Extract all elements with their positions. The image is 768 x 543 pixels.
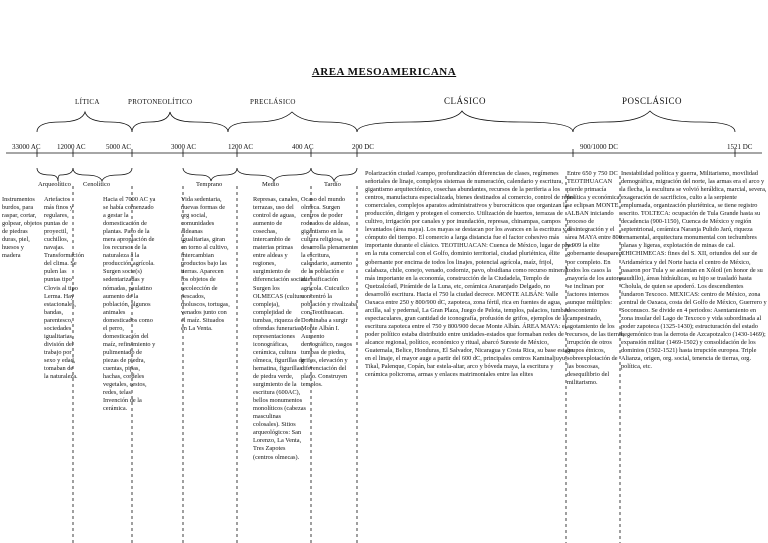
date-3000ac: 3000 AC [171,143,197,151]
brace-litica [37,112,132,132]
subperiod-medio: Medio [262,181,279,188]
column-temprano-text: Vida sedentaria, nuevas formas de org social, comunidades aldeanas igualitarias, giran en torno al cultivo, intercambian productos bajo las tierras. Aparecen los objetos de recolección de pescados, moluscos, tortugas, venados junto con el maíz. Situados en La Venta. [181,196,230,332]
column-epiclasico [567,170,625,542]
date-200dc: 200 DC [352,143,374,151]
date-400ac: 400 AC [292,143,314,151]
date-1521dc: 1521 DC [727,143,753,151]
subperiod-tardio: Tardío [324,181,341,188]
brace-medio [237,168,311,181]
date-5000ac: 5000 AC [106,143,132,151]
date-12000ac: 12000 AC [57,143,86,151]
column-tardio-text: Ocaso del mundo olmeca. Surgen centros de poder rodeados de aldeas, gigantismo en la cultura religiosa, se desarrolla plenamente la escritura, calendario, aumento de la población e intensificación agrícola. Cuicuilco concentró la población y rivalizaba con Teotihuacan. Dominaba a surgir Monte Albán I. Aumento demográfico, rasgos tumbas de piedra, grifos, elevación y diferenciación del plano. Construyen templos. [301,196,357,389]
column-cenolitico [44,196,84,541]
column-arqueolitico [2,196,42,541]
period-posclasico: POSCLÁSICO [622,96,683,106]
column-protoneolitico-text: Hacia el 7000 AC ya se había comenzado a gestar la domesticación de plantas. Paso de la mera apropiación de los recursos de la naturaleza a la producción agrícola. Surgen socie(s) sedentarizadas y nómadas, paulatino aumento de la población, algunos animales domesticados como el perro, domesticación del maíz, refinamiento y pulimentado de piezas de piedra, cuentas, pipas, hachas, cordeles vegetales, cestos, redes, telas. Invención de la cerámica. [103,196,156,413]
subperiod-arqueolitico: Arqueolítico [38,181,71,188]
column-medio [253,196,307,541]
brace-preclasico [228,112,357,132]
column-posclasico-text: Inestabilidad política y guerra, Militarismo, movilidad demográfica, migración del norte, las armas era el arco y la flecha, la escultura se volvió heráldica, marcial, severa, exageración de sacrificios, culto a la serpiente emplumada, organización pluriétnica, se tiene registro escrito. TOLTECA: ocupación de Tula Grande hasta su decadencia (900-1150), Cuenca de México y región septentrional, cerámica Naranja Pulido Jarú, riqueza ornamental, arquitectura monumental con techumbres planas y ligeras, explotación de minas de cal. CHICHIMECAS: fines del S. XII, oriundos del sur de Aridamérica y del Norte hacia el centro de México, pasaron por Tula y se asientan en Xólotl (en honor de su caudillo), áreas hidráulicas, su hijo se trasladó hasta Cholula, de quien se apoderó. Los descendientes fundaron Texcoco. MEXICAS: centro de México, zona central de Oaxaca, costa del Golfo de México, Guerrero y Soconusco. Se divide en 4 periodos: Asentamiento en zona insular del Lago de Texcoco y vida subordinada al poder zapoteca (1325-1430); estructuración del estado hegemónico tras la derrota de Azcapotzalco (1430-1469); expansión militar (1469-1502) y consolidación de los dominios (1502-1521) hasta irrupción europea. Triple Alianza, origen, org. social, tenencia de tierras, org. política, etc. [621,170,767,371]
column-epiclasico-text: Entre 650 y 750 DC TEOTIHUACAN pierde primacía política y económica, se eclipsan MONTE ALBAN iniciando proceso de desintegración y el área MAYA entre 800 y 909 la elite gobernante desaparece por completo. En todos los casos la mayoría de los autores se inclinan por factores internos aunque múltiples: descontento campesinado, agotamiento de los recursos, de las tierras, irrupción de otros grupos étnicos, sobreexplotación de las boscosas, desequilibrio del militarismo. [567,170,625,387]
column-posclasico [621,170,767,542]
brace-cenolitico [73,168,132,181]
column-tardio [301,196,357,541]
column-medio-text: Represas, canales, terrazas, uso del control de aguas, aumento de cosechas, intercambio de materias primas entre aldeas y regiones, surgimiento de diferenciación social. Surgen los OLMECAS (cultura compleja), complejidad de tumbas, riqueza de ofrendas funerarias, representaciones iconográficas, cerámica, cultura olmeca, figurillas de hematina, figurillas de piedra verde, surgimiento de la escritura (600AC), bellos monumentos monolíticos (cabezas masculinas colosales). Sitios arqueológicos: San Lorenzo, La Venta, Tres Zapotes (centros olmecas). [253,196,307,461]
brace-arqueolitico [37,168,58,181]
period-clasico: CLÁSICO [444,96,487,106]
brace-protoneolitico [132,112,228,132]
brace-posclasico [573,111,735,132]
column-protoneolitico [103,196,157,541]
brace-tardio [311,168,357,181]
column-clasico [365,170,575,542]
period-protoneolitico: PROTONEOLÍTICO [128,98,193,106]
date-900-1000dc: 900/1000 DC [580,143,618,151]
page-title: AREA MESOAMERICANA [311,66,457,78]
brace-clasico [357,111,573,132]
column-clasico-text: Polarización ciudad /campo, profundización diferencias de clases, regímenes señoriales de linaje, complejos sistemas de numeración, calendario y escritura, gigantismo arquitectónico, cosechas abundantes, recursos de la periferia a los centros, manufactura especializada, bienes destinados al comercio, control de redes comerciales, complejos aparatos administrativos y burocráticos que organizan la producción, dirigen y protegen el comercio. Utilización de huertos, terrazas de cultivo, irrigación por canales y por inundación, represas, chinampas, campos levantados (área maya). Los mayas se destacan por los avances en la escritura y el cómputo del tiempo. El comercio a larga distancia fue el factor cohesivo más importante durante el clásico. TEOTIHUACAN: Cuenca de México, lugar de paso en la ruta comercial con el Golfo, dominio territorial, ciudad pluriétnica, élite gobernante por encima de todos los linajes, potencial agrícola, maíz, frijol, calabaza, chile, conejo, venado, codorniz, pavo, obsidiana como recurso mineral más importante en la economía, construcción de la Ciudadela, Templo de Quetzalcóatl, Pirámide de la Luna, etc, cerámica Anaranjado Delgado, no desarrolló escritura. Hacia el 750 la ciudad decrece. MONTE ALBÁN: Valle Oaxaca entre 250 y 800/900 dC, zapoteca, zona fértil, rica en fuentes de agua, arcilla, sal y pedernal, La Gran Plaza, Juego de Pelota, templos, palacios, tumbas espectaculares, gran cantidad de iconografía, profusión de grifos, ejemplos de la escritura zapoteca entre el 750 y 800/900 decae Monte Albán. ÁREA MAYA: el poder político estaba distribuido entre unidades-estados que formaban redes de alcance regional, político, económico y ritual, abarcó Sureste de México, Guatemala, Belice, Honduras, El Salvador, Nicaragua y Costa Rica, su base estaba en el linaje, el mayor auge a partir del 600 dC, principales centros Kaminaljuyu, Tikal, Palenque, Copán, bar estela-altar, arco y bóveda maya, la escritura y cerámica policroma, armas y enlaces matrimoniales entre las elites [365,170,575,379]
brace-temprano [183,168,237,181]
column-arqueolitico-text: Instrumentos burdos, para raspar, cortar, golpear, objetos de piedras duras, piel, huesos y madera [2,196,42,260]
column-cenolitico-text: Artefactos más finos y regulares, puntas de proyectil, cuchillos, navajas. Transformación del clima. Se pulen las puntas tipo Clovis al tipo Lerma. Hay estacionales, bandas, parentesco, sociedades igualitarias, división del trabajo por sexo y edad, tomaban de la naturaleza. [44,196,84,381]
period-litica: LÍTICA [75,98,100,106]
period-preclasico: PRECLÁSICO [250,98,296,106]
date-1200ac: 1200 AC [228,143,254,151]
subperiod-temprano: Temprano [196,181,223,188]
date-33000ac: 33000 AC [12,143,41,151]
subperiod-cenolitico: Cenolítico [83,181,111,188]
column-temprano [181,196,231,541]
